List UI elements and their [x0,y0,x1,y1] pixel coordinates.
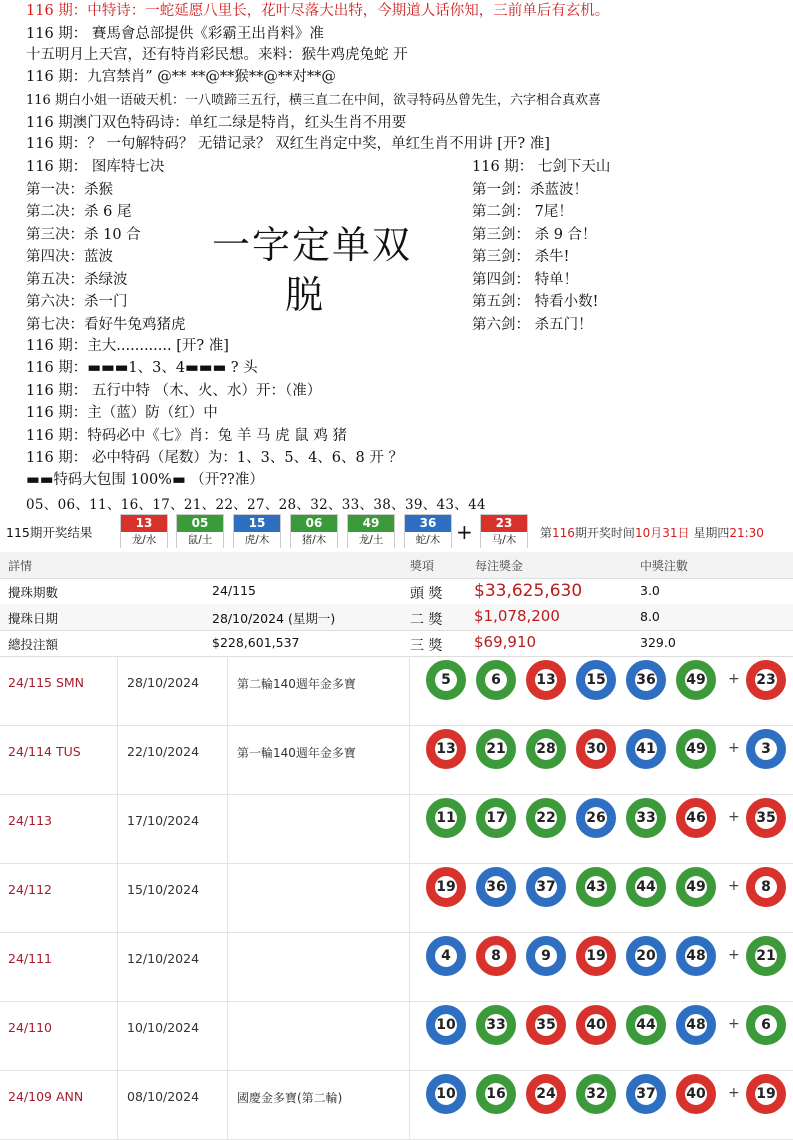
draw-ball: 44 [626,1005,666,1045]
draw-ball: 15 [576,660,616,700]
left-item: 第三决：杀 10 合 [26,226,141,243]
result-tile-special [480,514,528,548]
big-slogan: 一字定单双 [212,223,413,267]
number-line: 05、06、11、16、17、21、22、27、28、32、33、38、39、43、44 [26,497,486,513]
draw-ball: 13 [526,660,566,700]
draw-id: 24/115 SMN [8,675,85,690]
draw-ball: 40 [676,1074,716,1114]
draw-special-ball: 8 [746,867,786,907]
tile-zodiac: 龙/土 [348,532,394,548]
tip-line-1: 116 期：主大............ [开? 准] [26,338,229,354]
draw-ball: 19 [576,936,616,976]
right-item: 第三剑： 杀牛! [472,249,570,265]
draw-ball: 28 [526,729,566,769]
result-tile [233,514,281,548]
draw-name: 國慶金多寶(第二輪) [237,1091,343,1105]
result-tile [120,514,168,548]
draw-ball: 30 [576,729,616,769]
draw-plus: + [728,740,740,756]
draw-date: 10/10/2024 [127,1020,200,1035]
tile-number: 36 [405,515,451,532]
right-column-title: 116 期： 七剑下天山 [472,159,611,175]
draw-name: 第一輪140週年金多寶 [237,746,356,760]
right-item: 第六剑： 杀五门！ [472,316,593,333]
left-item: 第二决：杀 6 尾 [26,204,132,220]
draw-row [0,794,793,864]
tile-zodiac: 猪/木 [291,532,337,548]
left-item: 第五决：杀绿波 [26,271,128,288]
tile-number: 23 [481,515,527,532]
tile-zodiac: 鼠/土 [177,532,223,548]
draw-ball: 5 [426,660,466,700]
draw-ball: 10 [426,1074,466,1114]
draw-id: 24/113 [8,813,52,828]
result-tile [347,514,395,548]
tile-number: 15 [234,515,280,532]
summary-row: 攪珠期數 24/115 頭 獎 $33,625,630 3.0 [0,578,793,605]
right-item: 第一剑：杀蓝波！ [472,181,588,198]
big-slogan-2: 脱 [285,273,326,317]
draw-ball: 10 [426,1005,466,1045]
right-item: 第四剑： 特单！ [472,271,579,288]
draw-ball: 20 [626,936,666,976]
draw-ball: 13 [426,729,466,769]
draw-ball: 48 [676,1005,716,1045]
draw-row [0,1070,793,1140]
draw-row [0,725,793,795]
draw-ball: 44 [626,867,666,907]
result-bar [0,514,793,550]
draw-special-ball: 6 [746,1005,786,1045]
next-draw-info: 第116期开奖时间10月31日 星期四21:30 [540,526,764,540]
draw-ball: 24 [526,1074,566,1114]
header-line-5: 116 期白小姐一语破天机：一八喷蹄三五行，横三直二在中间，欲寻特码丛曾先生，六字相合真欢喜 [26,93,601,108]
draw-id: 24/109 ANN [8,1089,84,1104]
draw-ball: 11 [426,798,466,838]
draw-ball: 19 [426,867,466,907]
tip-line-5: 116 期：特码必中《七》肖：兔 羊 马 虎 鼠 鸡 猪 [26,428,347,444]
draw-special-ball: 35 [746,798,786,838]
draw-row [0,1001,793,1071]
draw-ball: 32 [576,1074,616,1114]
draw-ball: 40 [576,1005,616,1045]
right-item: 第五剑： 特看小数! [472,294,599,310]
summary-row: 攪珠日期 28/10/2024 (星期一) 二 獎 $1,078,200 8.0 [0,604,793,631]
draw-ball: 33 [626,798,666,838]
draw-row [0,656,793,726]
result-tile [176,514,224,548]
draw-date: 17/10/2024 [127,813,200,828]
summary-header: 詳情 獎項 每注獎金 中獎注數 [0,552,793,579]
result-tile [290,514,338,548]
tile-number: 13 [121,515,167,532]
draw-ball: 35 [526,1005,566,1045]
draw-special-ball: 21 [746,936,786,976]
right-item: 第二剑： 7尾！ [472,204,573,220]
tile-number: 06 [291,515,337,532]
tile-zodiac: 蛇/木 [405,532,451,548]
result-tile [404,514,452,548]
draw-ball: 48 [676,936,716,976]
tip-line-4: 116 期：主（蓝）防（红）中 [26,405,218,421]
draw-plus: + [728,878,740,894]
header-line-4: 116 期：九宫禁肖” @** **@**猴**@**对**@ [26,69,336,85]
draw-date: 28/10/2024 [127,675,200,690]
draw-special-ball: 23 [746,660,786,700]
tile-number: 05 [177,515,223,532]
left-item: 第七决：看好牛兔鸡猪虎 [26,316,186,333]
draw-row [0,863,793,933]
draw-ball: 36 [476,867,516,907]
draw-special-ball: 19 [746,1074,786,1114]
draw-ball: 4 [426,936,466,976]
draw-ball: 36 [626,660,666,700]
left-item: 第四决：蓝波 [26,249,113,265]
draw-ball: 21 [476,729,516,769]
draw-ball: 49 [676,660,716,700]
left-item: 第一决：杀猴 [26,181,113,198]
right-column [472,156,610,336]
header-line-3: 十五明月上天宫，还有特肖彩民想。来料：猴牛鸡虎兔蛇 开 [26,47,408,63]
tip-line-7: ▬▬特码大包围 100%▬ （开??准） [26,472,264,488]
draw-ball: 22 [526,798,566,838]
draw-ball: 8 [476,936,516,976]
draw-row [0,932,793,1002]
tile-zodiac: 虎/木 [234,532,280,548]
header-line-2: 116 期： 賽馬會总部提供《彩霸王出肖料》准 [26,26,324,42]
plus-sign: + [456,520,473,544]
draw-name: 第二輪140週年金多寶 [237,677,356,691]
draw-plus: + [728,947,740,963]
tile-zodiac: 龙/水 [121,532,167,548]
draw-ball: 49 [676,867,716,907]
draw-ball: 43 [576,867,616,907]
summary-row: 總投注額 $228,601,537 三 獎 $69,910 329.0 [0,630,793,657]
draw-ball: 16 [476,1074,516,1114]
left-item: 第六决：杀一门 [26,294,128,310]
draw-date: 22/10/2024 [127,744,200,759]
draw-id: 24/114 TUS [8,744,81,759]
draw-special-ball: 3 [746,729,786,769]
draw-plus: + [728,671,740,687]
header-line-6: 116 期澳门双色特码诗：单红二绿是特肖，红头生肖不用要 [26,115,407,131]
draw-ball: 6 [476,660,516,700]
draw-ball: 9 [526,936,566,976]
tip-line-6: 116 期： 必中特码（尾数）为：1、3、5、4、6、8 开 ？ [26,450,403,466]
draw-date: 12/10/2024 [127,951,200,966]
draw-id: 24/110 [8,1020,52,1035]
draw-ball: 46 [676,798,716,838]
draw-ball: 41 [626,729,666,769]
draw-plus: + [728,1085,740,1101]
right-item: 第三剑： 杀 9 合！ [472,226,597,243]
draw-date: 15/10/2024 [127,882,200,897]
tile-number: 49 [348,515,394,532]
draw-id: 24/111 [8,951,52,966]
draw-plus: + [728,809,740,825]
draw-plus: + [728,1016,740,1032]
draw-id: 24/112 [8,882,52,897]
left-column-title: 116 期： 图库特七决 [26,159,165,175]
draw-ball: 37 [626,1074,666,1114]
draw-ball: 37 [526,867,566,907]
tip-line-3: 116 期： 五行中特 （木、火、水）开：（准） [26,383,322,399]
draw-ball: 33 [476,1005,516,1045]
draw-ball: 17 [476,798,516,838]
result-bar-label: 115期开奖结果 [6,525,93,540]
tile-zodiac: 马/木 [481,532,527,548]
header-line-1: 116 期：中特诗：一蛇延愿八里长，花叶尽落大出特，今期道人话你知，三前单后有玄机。 [26,3,610,19]
left-column [26,156,186,336]
tip-line-2: 116 期：▬▬▬1、3、4▬▬▬ ? 头 [26,360,258,376]
draw-ball: 26 [576,798,616,838]
draw-date: 08/10/2024 [127,1089,200,1104]
header-line-7: 116 期：？ 一句解特码？ 无错记录？ 双红生肖定中奖，单红生肖不用讲 [开? 准] [26,136,550,152]
draw-ball: 49 [676,729,716,769]
